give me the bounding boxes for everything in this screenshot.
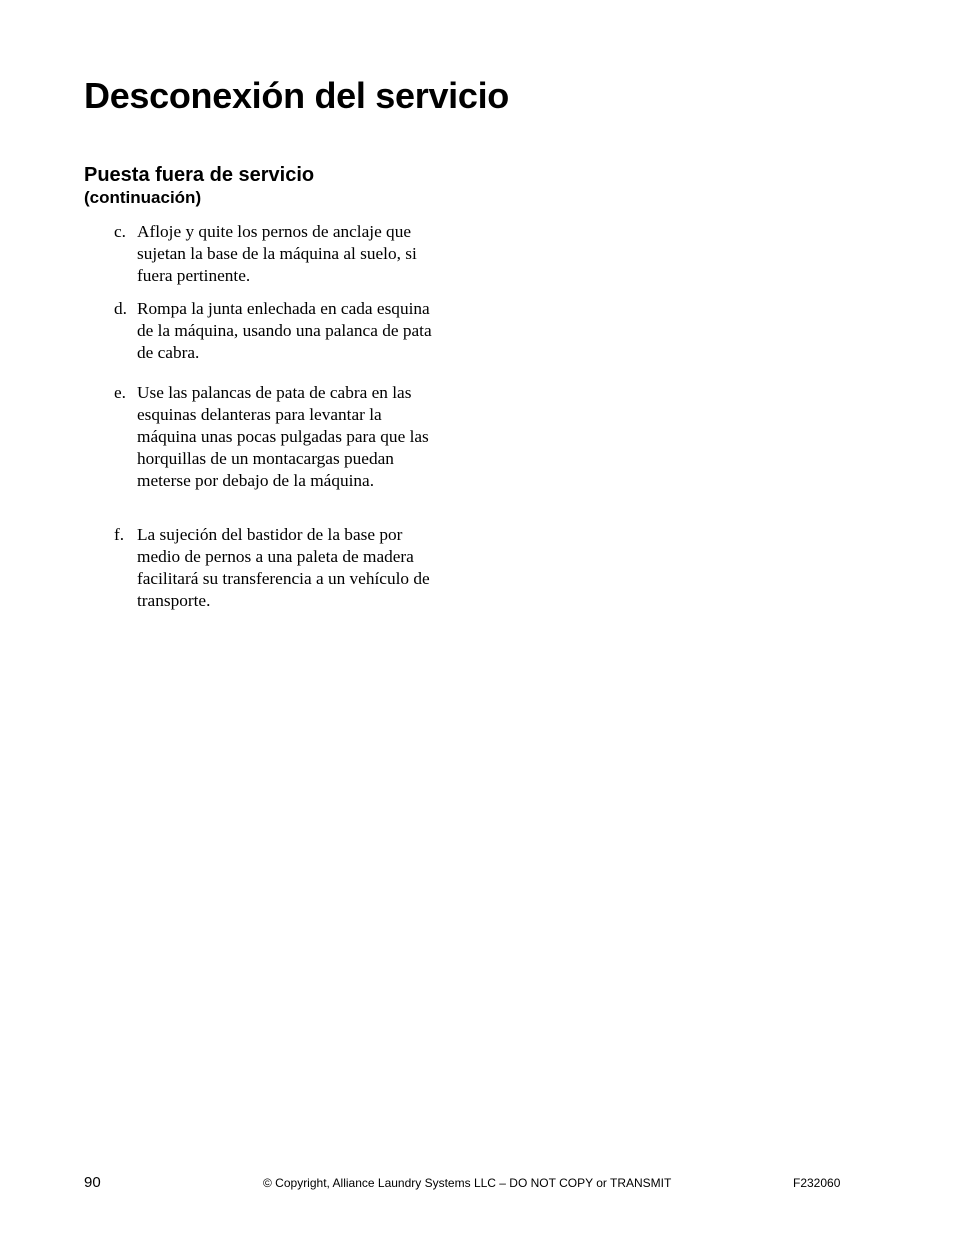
step-letter: c. — [114, 222, 126, 241]
document-number: F232060 — [793, 1176, 841, 1190]
step-letter: f. — [114, 525, 125, 544]
step-letter: d. — [114, 299, 127, 318]
step-text: La sujeción del bastidor de la base por medio de pernos a una paleta de madera facilitará su transferencia a un vehículo de transporte. — [137, 525, 430, 610]
step-e — [114, 382, 444, 492]
step-d — [114, 298, 444, 364]
step-c — [114, 221, 444, 287]
section-heading: Puesta fuera de servicio — [84, 164, 315, 186]
section-subheading: (continuación) — [84, 188, 202, 207]
step-f — [114, 524, 444, 612]
page-title: Desconexión del servicio — [84, 75, 509, 116]
step-letter: e. — [114, 383, 126, 402]
step-text: Afloje y quite los pernos de anclaje que sujetan la base de la máquina al suelo, si fuera pertinente. — [137, 222, 417, 285]
step-text: Rompa la junta enlechada en cada esquina de la máquina, usando una palanca de pata de cabra. — [137, 299, 432, 362]
page-number: 90 — [84, 1174, 101, 1191]
copyright-notice: © Copyright, Alliance Laundry Systems LLC – DO NOT COPY or TRANSMIT — [263, 1176, 672, 1190]
step-text: Use las palancas de pata de cabra en las esquinas delanteras para levantar la máquina unas pocas pulgadas para que las horquillas de un montacargas puedan meterse por debajo de la máquina. — [137, 383, 429, 490]
